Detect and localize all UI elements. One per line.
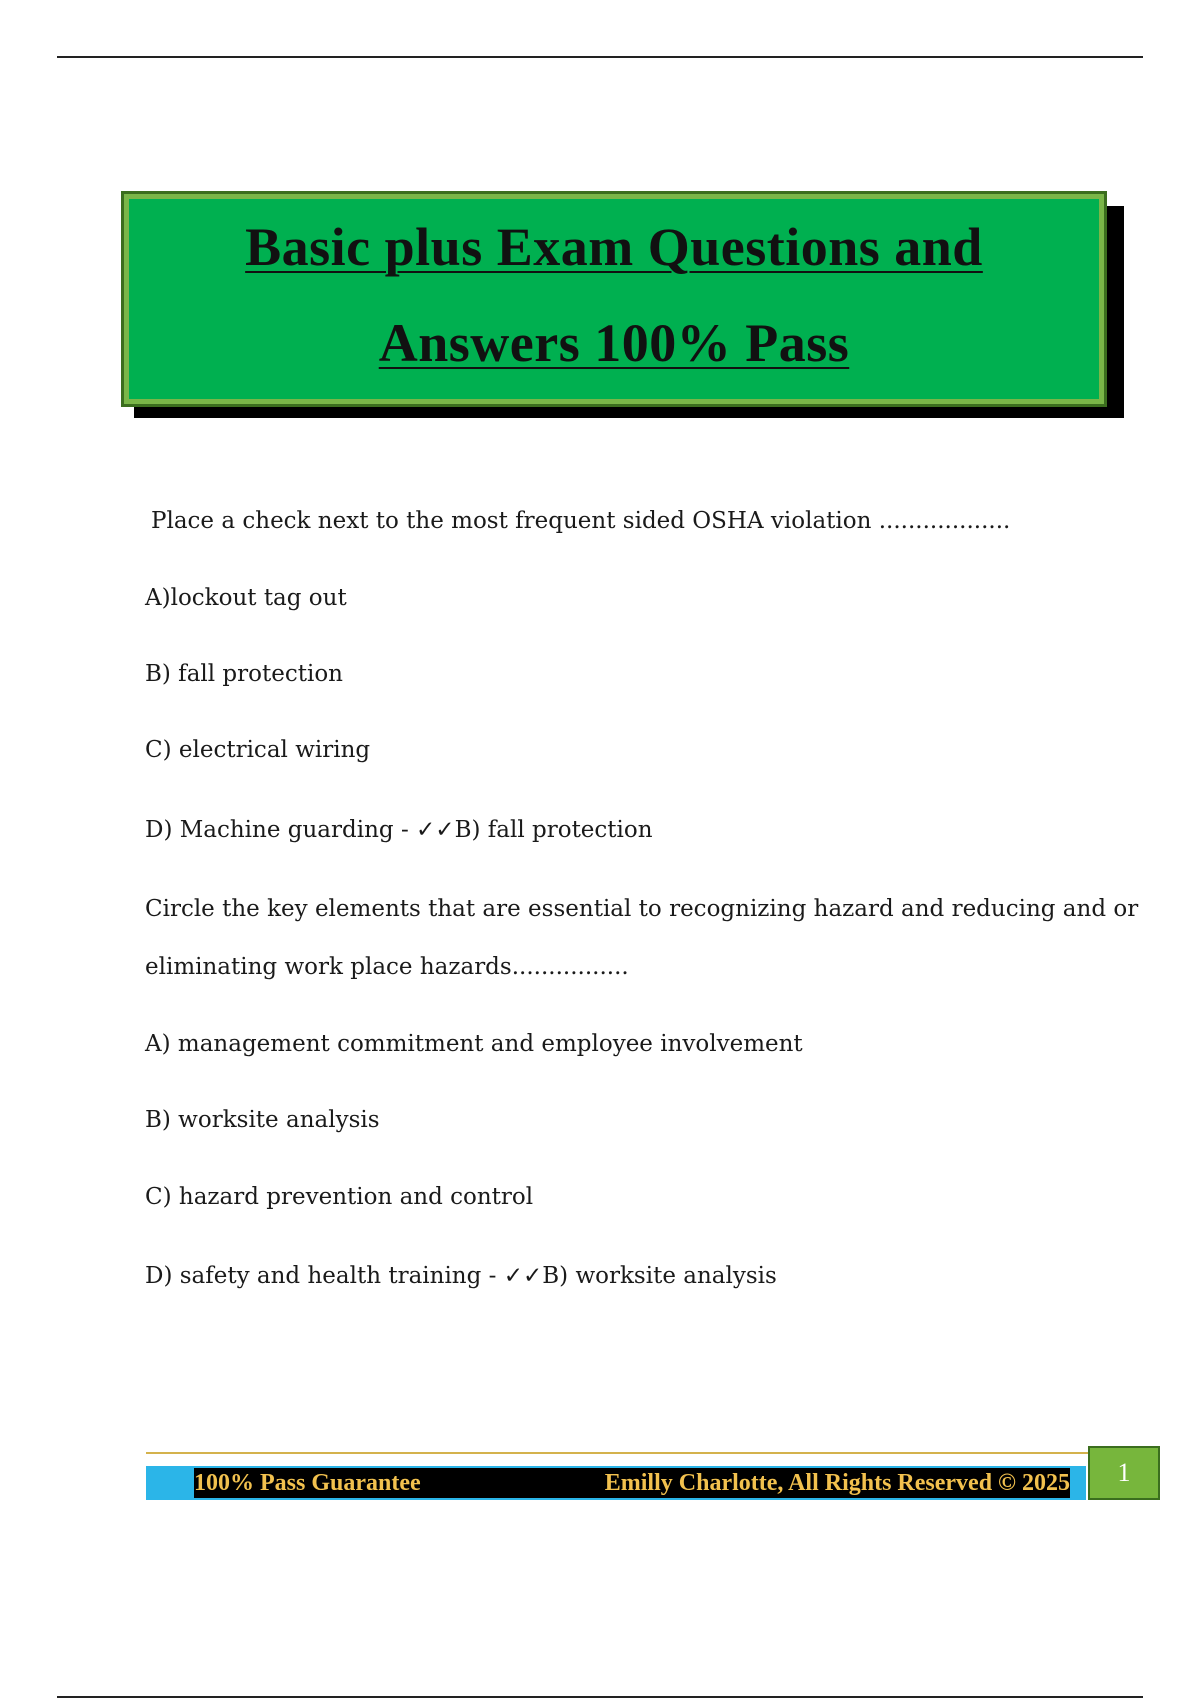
document-title-line-1: Basic plus Exam Questions and (245, 217, 983, 277)
question-1-option-a: A)lockout tag out (145, 585, 347, 611)
question-2-prompt-line-1: Circle the key elements that are essential to recognizing hazard and reducing and or (145, 896, 1139, 922)
footer-copyright-text: Emilly Charlotte, All Rights Reserved © 2025 (604, 1470, 1070, 1496)
footer-guarantee-text: 100% Pass Guarantee (194, 1470, 421, 1496)
header-rule (57, 56, 1143, 58)
question-1-prompt: Place a check next to the most frequent sided OSHA violation .................. (151, 508, 1011, 534)
footer-rule (146, 1452, 1088, 1454)
question-2-prompt-line-2: eliminating work place hazards................ (145, 954, 629, 980)
question-2-option-b: B) worksite analysis (145, 1107, 380, 1133)
question-1-option-d-answer: D) Machine guarding - ✓✓B) fall protection (145, 817, 653, 843)
page-number: 1 (1088, 1446, 1160, 1500)
footer-bottom-rule (57, 1696, 1143, 1698)
title-banner (124, 194, 1114, 410)
footer-bar (146, 1466, 1086, 1500)
question-1-option-b: B) fall protection (145, 661, 343, 687)
question-2-option-c: C) hazard prevention and control (145, 1184, 534, 1210)
question-1-option-c: C) electrical wiring (145, 737, 371, 763)
document-title-line-2: Answers 100% Pass (378, 313, 850, 373)
footer-inner (194, 1468, 1070, 1498)
question-2-option-d-answer: D) safety and health training - ✓✓B) worksite analysis (145, 1263, 777, 1289)
question-2-option-a: A) management commitment and employee involvement (145, 1031, 803, 1057)
title-banner-box (124, 194, 1104, 404)
